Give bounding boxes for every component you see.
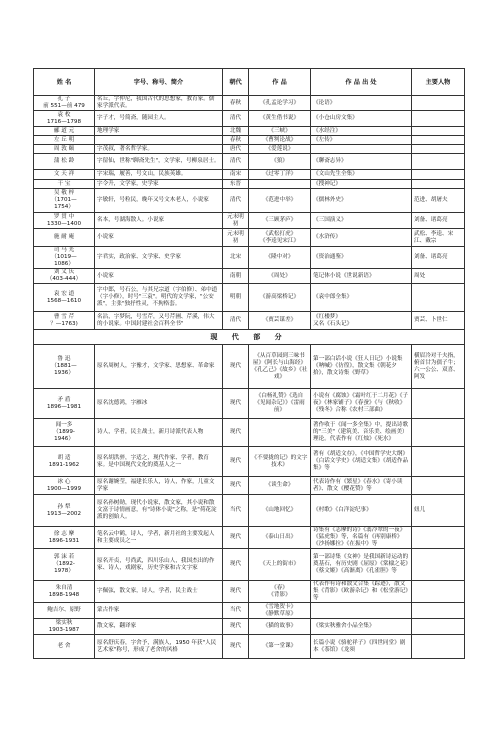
table-row: [34, 603, 465, 619]
cell-intro: 原名谢婉莹，福建长乐人，诗人，作家，儿童文学家: [95, 477, 223, 495]
cell-src: 《梁实秋雅舍小品全集》: [311, 619, 412, 635]
cell-intro: 笔名云中鹤，诗人，学者，新月社的主要发起人和主要成员之一: [95, 527, 223, 549]
cell-work: 《春》 《背影》: [249, 581, 311, 603]
cell-chars: [412, 127, 465, 136]
cell-name: 蒲 松 龄: [34, 154, 95, 170]
cell-work: 《曹刿论战》: [249, 136, 311, 145]
cell-intro: 小说家: [95, 269, 223, 284]
cell-intro: 字子才，号简斋，随园主人。: [95, 111, 223, 127]
cell-chars: 武松、李逵、宋江、戴宗: [412, 229, 465, 247]
cell-chars: [412, 180, 465, 189]
cell-src: 《红楼梦》 又名《石头记》: [311, 312, 412, 330]
cell-work: 《泰山日出》: [249, 527, 311, 549]
cell-name: 罗 贯 中 1330—1400: [34, 213, 95, 229]
cell-era: 现代: [223, 477, 249, 495]
cell-chars: 刘备、诸葛亮: [412, 213, 465, 229]
cell-src: 《儒林外史》: [311, 189, 412, 213]
header-name: 姓 名: [34, 69, 95, 96]
header-source: 作 品 出 处: [311, 69, 412, 96]
cell-name: 鲍吉尔、原野: [34, 603, 95, 619]
table-row: [34, 635, 465, 659]
cell-src: 诗集有《志摩的诗》《翡冷翠的一夜》《猛虎集》等，名篇有《再别康桥》《沙扬娜拉》《在振中》等: [311, 527, 412, 549]
cell-chars: [412, 447, 465, 477]
cell-era: 南朝: [223, 269, 249, 284]
cell-era: 现代: [223, 389, 249, 419]
cell-name: 袁 宏 道 1568—1610: [34, 284, 95, 312]
cell-work: [249, 419, 311, 447]
cell-src: 《小仓山房文集》: [311, 111, 412, 127]
cell-name: 刘 义 庆 （403-444）: [34, 269, 95, 284]
table-row: [34, 447, 465, 477]
cell-chars: 周处: [412, 269, 465, 284]
cell-era: 现代: [223, 549, 249, 581]
cell-era: 清代: [223, 154, 249, 170]
cell-src: 第一部白话小说《狂人日记》小说集《呐喊》《彷徨》，散文集《朝花夕拾》，散文诗集《野草》: [311, 345, 412, 389]
table-row: [34, 127, 465, 136]
cell-chars: [412, 145, 465, 154]
literature-table-region: [33, 68, 464, 659]
cell-era: 当代: [223, 603, 249, 619]
cell-src: 《三国演义》: [311, 213, 412, 229]
table-row: [34, 549, 465, 581]
cell-name: 郭 沫 若 （1892- 1978）: [34, 549, 95, 581]
cell-intro: 字宋瑞，履善，号文山，民族英雄。: [95, 170, 223, 180]
cell-era: 元末明初: [223, 229, 249, 247]
cell-src: 《文山先生全集》: [311, 170, 412, 180]
table-row: [34, 213, 465, 229]
cell-era: 春秋: [223, 136, 249, 145]
cell-src: 代表诗作有《繁星》《春水》《寄小读者》、散文《樱花赞》等: [311, 477, 412, 495]
cell-src: 著有《胡适文存》，《中国哲学史大纲》《白话文学史》《胡适文集》《胡适作品集》等: [311, 447, 412, 477]
cell-era: 元末明初: [223, 213, 249, 229]
cell-work: 《隆中对》: [249, 247, 311, 269]
cell-era: 清代: [223, 189, 249, 213]
cell-src: [311, 145, 412, 154]
cell-intro: 原名孙树勋，现代小说家，散文家，其小说和散文富于诗情画意，有"诗体小说"之称，是"荷花淀派的创始人。: [95, 495, 223, 527]
author-table: [33, 68, 465, 659]
cell-intro: 字令升，文学家，史学家: [95, 180, 223, 189]
cell-name: 孔 子 前 551—前 479: [34, 96, 95, 111]
cell-src: 《水浒传》: [311, 229, 412, 247]
cell-src: 长篇小说《骆驼祥子》《四世同堂》剧本《茶馆》《龙须: [311, 635, 412, 659]
cell-intro: 蒙古作家: [95, 603, 223, 619]
cell-name: 徐 志 摩 1896-1931: [34, 527, 95, 549]
cell-src: 《村歌》《白洋淀纪事》: [311, 495, 412, 527]
cell-intro: 名沾，字梦阮，号雪芹，又号芹圃、芹溪，伟大的小说家。中国封建社会百科全书": [95, 312, 223, 330]
cell-chars: 刘备、诸葛亮: [412, 247, 465, 269]
cell-intro: 字君实，政治家、文学家、史学家: [95, 247, 223, 269]
table-row: [34, 96, 465, 111]
cell-chars: [412, 549, 465, 581]
cell-chars: [412, 154, 465, 170]
cell-work: 《黄生借书说》: [249, 111, 311, 127]
table-row: [34, 154, 465, 170]
cell-era: 南宋: [223, 170, 249, 180]
cell-intro: 地理学家: [95, 127, 223, 136]
header-intro: 字号、称号、简介: [95, 69, 223, 96]
cell-src: 小说有《腐蚀》《霜叶红于二月花》《子夜》《林家铺子》《春蚕》《与《秋收》《残冬》合称《农村三部曲》: [311, 389, 412, 419]
cell-work: 《山地回忆》: [249, 495, 311, 527]
cell-work: 《第一堂课》: [249, 635, 311, 659]
cell-chars: 贾芸、卜世仁: [412, 312, 465, 330]
table-row: [34, 312, 465, 330]
cell-era: 清代: [223, 312, 249, 330]
cell-era: 现代: [223, 619, 249, 635]
table-row: [34, 495, 465, 527]
cell-chars: [412, 136, 465, 145]
cell-chars: [412, 284, 465, 312]
cell-src: 第一部诗集《女神》是我国新诗运动的奠基石，有历史剧《屈原》《棠棣之花》《蔡文姬》《高渐离》《孔雀胆》等: [311, 549, 412, 581]
cell-era: 北宋: [223, 247, 249, 269]
cell-src: 《资治通鉴》: [311, 247, 412, 269]
cell-era: 现代: [223, 447, 249, 477]
cell-work: [249, 180, 311, 189]
cell-src: 著作收于《闻一多全集》中，提出诗歌的"三美"（建筑美、音乐美、绘画美）理论。代表作有《红烛》《死水》: [311, 419, 412, 447]
cell-work: 《三峡》: [249, 127, 311, 136]
cell-chars: [412, 635, 465, 659]
header-row: [34, 69, 465, 96]
cell-work: 《白杨礼赞》《选自《见闻杂记》》《雷雨前》: [249, 389, 311, 419]
cell-src: 《左传》: [311, 136, 412, 145]
cell-src: [311, 603, 412, 619]
cell-src: 笔记体小说《世说新语》: [311, 269, 412, 284]
table-row: [34, 419, 465, 447]
cell-era: 现代: [223, 581, 249, 603]
table-row: [34, 269, 465, 284]
cell-era: 清代: [223, 111, 249, 127]
table-row: [34, 284, 465, 312]
cell-intro: 原名舒庆春，字舍予，满族人，1950 年获"人民艺术家"称号，形成了老舍的风格: [95, 635, 223, 659]
table-row: [34, 345, 465, 389]
table-row: [34, 189, 465, 213]
table-row: [34, 145, 465, 154]
cell-src: 《聊斋志异》: [311, 154, 412, 170]
cell-work: 《天上的街市》: [249, 549, 311, 581]
cell-name: 袁 枚 1716—1798: [34, 111, 95, 127]
cell-name: 梁实秋 1903-1987: [34, 619, 95, 635]
cell-chars: 范进、胡屠夫: [412, 189, 465, 213]
header-characters: 主要人物: [412, 69, 465, 96]
cell-work: 《不要拢的记》的文字技术》: [249, 447, 311, 477]
cell-work: 《孔孟论学习》: [249, 96, 311, 111]
cell-era: 当代: [223, 495, 249, 527]
cell-intro: 诗人，学者，民主战士，新月诗派代表人物: [95, 419, 223, 447]
cell-intro: 字中郎，号石公，与其兄宗道（字伯修）、弟中道（字小修），时号"三袁"。明代的文学家，"公安派"，主张"独抒性灵，不拘格套。: [95, 284, 223, 312]
table-row: [34, 111, 465, 127]
cell-name: 文 天 祥: [34, 170, 95, 180]
section-row-modern: [34, 330, 465, 345]
cell-intro: 散文家，翻译家: [95, 619, 223, 635]
table-row: [34, 527, 465, 549]
cell-name: 冰 心 1900—1999: [34, 477, 95, 495]
cell-intro: 原名沈德鸿，字雁冰: [95, 389, 223, 419]
cell-work: 《从百草园到三味书屋》《阿长与山海经》《孔乙己》《故乡》《社戏》: [249, 345, 311, 389]
cell-name: 闻一多 （1899- 1946）: [34, 419, 95, 447]
table-row: [34, 170, 465, 180]
cell-intro: 名本，号湖海散人。小说家: [95, 213, 223, 229]
cell-era: 唐代: [223, 145, 249, 154]
cell-name: 孙 犁 1913—2002: [34, 495, 95, 527]
cell-work: 《贾芸谋差》: [249, 312, 311, 330]
cell-chars: [412, 581, 465, 603]
cell-work: 《范进中举》: [249, 189, 311, 213]
table-row: [34, 180, 465, 189]
cell-era: 春秋: [223, 96, 249, 111]
header-work: 作 品: [249, 69, 311, 96]
cell-intro: [95, 136, 223, 145]
table-row: [34, 229, 465, 247]
cell-src: 《水经注》: [311, 127, 412, 136]
cell-work: 《武松打虎》 《李逵见宋江》: [249, 229, 311, 247]
cell-work: 《雪地贺卡》 《静默草原》: [249, 603, 311, 619]
cell-chars: [412, 619, 465, 635]
cell-chars: [412, 389, 465, 419]
cell-name: 老 舍: [34, 635, 95, 659]
cell-era: 明朝: [223, 284, 249, 312]
cell-name: 周 敦 颐: [34, 145, 95, 154]
cell-chars: [412, 419, 465, 447]
cell-intro: 原名开贞，号尚武，四川乐山人，我国杰出的作家、诗人，戏剧家，历史学家和古文字家: [95, 549, 223, 581]
cell-src: 《论语》: [311, 96, 412, 111]
cell-name: 左 丘 明: [34, 136, 95, 145]
cell-chars: 妞儿: [412, 495, 465, 527]
cell-intro: 字茂叔，著名哲学家。: [95, 145, 223, 154]
cell-name: 胡 适 1891-1962: [34, 447, 95, 477]
cell-era: 现代: [223, 527, 249, 549]
cell-name: 矛 盾 1896—1981: [34, 389, 95, 419]
cell-work: 《猫的故事》: [249, 619, 311, 635]
cell-era: 现代: [223, 419, 249, 447]
cell-work: 《游高梁桥记》: [249, 284, 311, 312]
table-row: [34, 389, 465, 419]
cell-work: 《爱莲说》: [249, 145, 311, 154]
cell-name: 司 马 光 （1019— 1086）: [34, 247, 95, 269]
table-row: [34, 477, 465, 495]
cell-intro: 原名周树人，字豫才，文学家、思想家、革命家: [95, 345, 223, 389]
cell-name: 干 宝: [34, 180, 95, 189]
cell-name: 鲁 迅 （1881— 1936）: [34, 345, 95, 389]
cell-chars: [412, 603, 465, 619]
cell-era: 东晋: [223, 180, 249, 189]
cell-chars: [412, 170, 465, 180]
table-row: [34, 136, 465, 145]
cell-work: 《过零丁洋》: [249, 170, 311, 180]
cell-intro: 字敏轩，号粒民，晚年又号文木老人，小说家: [95, 189, 223, 213]
cell-work: 《周处》: [249, 269, 311, 284]
cell-intro: 名丘，字仲尼，我国古代的思想家，教育家。儒家学派代表。: [95, 96, 223, 111]
header-era: 朝代: [223, 69, 249, 96]
cell-name: 郦 道 元: [34, 127, 95, 136]
cell-chars: [412, 96, 465, 111]
cell-name: 朱自清 1898-1948: [34, 581, 95, 603]
section-label-modern: 现 代 部 分: [34, 330, 465, 345]
cell-work: 《谈生命》: [249, 477, 311, 495]
cell-name: 吴 敬 梓 （1701— 1754）: [34, 189, 95, 213]
cell-era: 现代: [223, 345, 249, 389]
cell-intro: 字佩弦，散文家，诗人，学者，民主战士: [95, 581, 223, 603]
cell-era: 北魏: [223, 127, 249, 136]
table-row: [34, 247, 465, 269]
cell-chars: [412, 477, 465, 495]
cell-name: 施 耐 庵: [34, 229, 95, 247]
cell-intro: 小说家: [95, 229, 223, 247]
cell-work: 《三顾茅庐》: [249, 213, 311, 229]
cell-chars: [412, 527, 465, 549]
cell-src: 《搜神记》: [311, 180, 412, 189]
cell-name: 曹 雪 芹 ？—1763): [34, 312, 95, 330]
cell-intro: 原名胡洪骍，字适之，现代作家、学者，教育家。是中国现代文化的奠基人之一: [95, 447, 223, 477]
cell-era: 现代: [223, 635, 249, 659]
cell-intro: 字留仙，世称"聊斋先生"，文学家，号柳泉居士。: [95, 154, 223, 170]
cell-work: 《狼》: [249, 154, 311, 170]
cell-src: 《袁中郎全集》: [311, 284, 412, 312]
table-row: [34, 581, 465, 603]
cell-chars: [412, 111, 465, 127]
table-row: [34, 619, 465, 635]
cell-chars: 横眉冷对千夫指，俯首甘为孺子牛；六一公公、双喜、阿发: [412, 345, 465, 389]
cell-src: 代表作有诗和散文合集《踪迹》，散文集《背影》《欧游杂记》和《松堂游记》等: [311, 581, 412, 603]
